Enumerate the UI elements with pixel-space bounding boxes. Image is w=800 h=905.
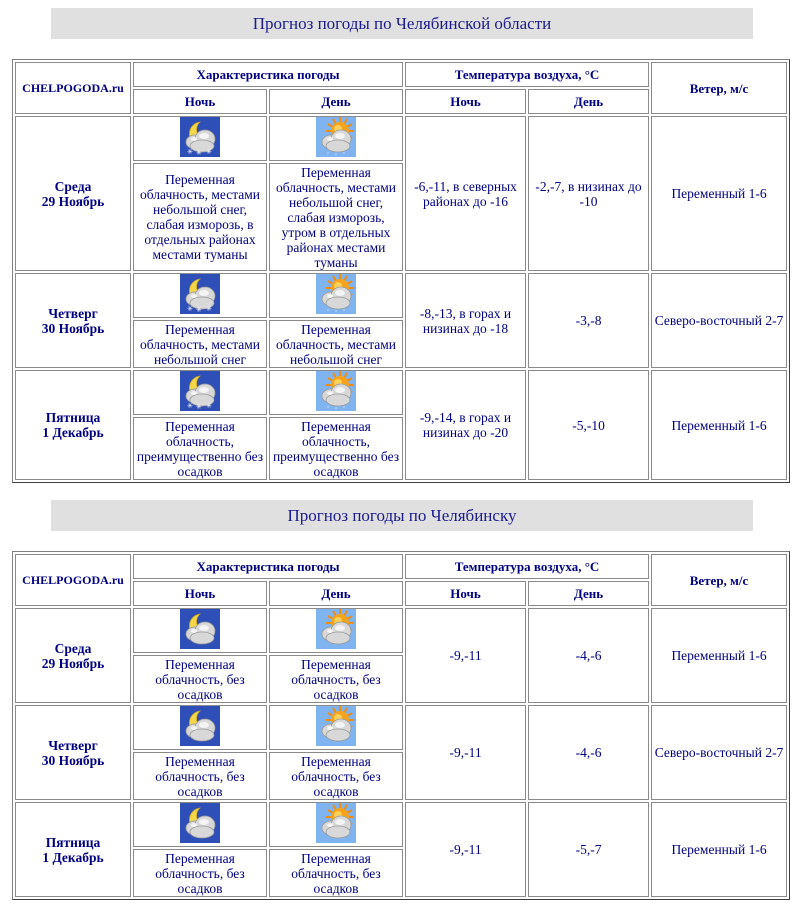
table-row (15, 273, 787, 318)
weekday: Среда (54, 178, 92, 194)
date: 30 Ноябрь (41, 320, 105, 336)
day-label (15, 802, 131, 897)
day-description: Переменная облачность, местами небольшой снег, слабая изморозь, утром в отдельных районах местами туманы (269, 163, 403, 271)
temp-day: -4,-6 (528, 705, 649, 800)
table-row (15, 802, 787, 847)
characteristic-header: Характеристика погоды (133, 62, 403, 87)
region-forecast-title: Прогноз погоды по Челябинской области (51, 8, 753, 39)
temp-night: -8,-13, в горах и низинах до -18 (405, 273, 526, 368)
svg-text:✳: ✳ (187, 305, 193, 313)
characteristic-header: Характеристика погоды (133, 554, 403, 579)
night-description: Переменная облачность, без осадков (133, 655, 267, 703)
temp-day-header: День (528, 581, 649, 606)
svg-text:✳: ✳ (206, 305, 212, 313)
brand-label: CHELPOGODA.ru (15, 62, 131, 114)
day-description: Переменная облачность, местами небольшой снег (269, 320, 403, 368)
moon-cloud-snow-icon (180, 117, 220, 160)
table-row (15, 370, 787, 415)
day-description: Переменная облачность, без осадков (269, 752, 403, 800)
svg-text:✳: ✳ (187, 402, 193, 410)
temp-day: -4,-6 (528, 608, 649, 703)
night-header: Ночь (133, 581, 267, 606)
temp-night-header: Ночь (405, 581, 526, 606)
temp-day: -2,-7, в низинах до -10 (528, 116, 649, 271)
wind: Северо-восточный 2-7 (651, 705, 787, 800)
day-label (15, 273, 131, 368)
temp-night: -9,-14, в горах и низинах до -20 (405, 370, 526, 480)
temp-night: -6,-11, в северных районах до -16 (405, 116, 526, 271)
sun-cloud-icon (316, 803, 356, 846)
moon-cloud-icon (180, 803, 220, 846)
wind-header: Ветер, м/с (651, 554, 787, 606)
weekday: Четверг (48, 737, 98, 753)
table-row (15, 608, 787, 653)
svg-text:✳: ✳ (196, 149, 202, 157)
wind: Переменный 1-6 (651, 608, 787, 703)
temperature-header: Температура воздуха, °С (405, 62, 649, 87)
table-row (15, 116, 787, 161)
svg-text:✳: ✳ (196, 306, 202, 314)
brand-label: CHELPOGODA.ru (15, 554, 131, 606)
temp-day: -5,-10 (528, 370, 649, 480)
day-label (15, 705, 131, 800)
moon-cloud-snow-icon (180, 274, 220, 317)
night-description: Переменная облачность, местами небольшой снег (133, 320, 267, 368)
moon-cloud-icon (180, 706, 220, 749)
weekday: Пятница (45, 410, 101, 425)
day-description: Переменная облачность, преимущественно без осадков (269, 417, 403, 480)
temp-day-header: День (528, 89, 649, 114)
wind-header: Ветер, м/с (651, 62, 787, 114)
moon-cloud-icon (180, 609, 220, 652)
sun-cloud-icon (316, 609, 356, 652)
moon-cloud-snow-icon (180, 371, 220, 414)
svg-text:✳: ✳ (196, 403, 202, 411)
temp-night-header: Ночь (405, 89, 526, 114)
temp-night: -9,-11 (405, 608, 526, 703)
day-label (15, 370, 131, 480)
day-description: Переменная облачность, без осадков (269, 655, 403, 703)
date: 1 Декабрь (42, 849, 104, 865)
wind: Переменный 1-6 (651, 370, 787, 480)
date: 29 Ноябрь (41, 193, 105, 209)
wind: Переменный 1-6 (651, 116, 787, 271)
sun-cloud-snow-icon (316, 274, 356, 317)
night-description: Переменная облачность, без осадков (133, 752, 267, 800)
night-description: Переменная облачность, преимущественно без осадков (133, 417, 267, 480)
wind: Переменный 1-6 (651, 802, 787, 897)
night-description: Переменная облачность, местами небольшой снег, слабая изморозь, в отдельных районах местами туманы (133, 163, 267, 271)
weekday: Четверг (48, 305, 98, 321)
weekday: Среда (54, 640, 92, 656)
night-description: Переменная облачность, без осадков (133, 849, 267, 897)
sun-cloud-snow-icon (316, 371, 356, 414)
svg-text:✳: ✳ (206, 148, 212, 156)
svg-text:✳: ✳ (187, 148, 193, 156)
day-header: День (269, 581, 403, 606)
region-forecast-table (12, 59, 790, 483)
day-label (15, 608, 131, 703)
temp-day: -3,-8 (528, 273, 649, 368)
temperature-header: Температура воздуха, °С (405, 554, 649, 579)
date: 30 Ноябрь (41, 752, 105, 768)
svg-text:✳: ✳ (206, 402, 212, 410)
day-label (15, 116, 131, 271)
table-row (15, 705, 787, 750)
city-forecast-table (12, 551, 790, 900)
day-description: Переменная облачность, без осадков (269, 849, 403, 897)
wind: Северо-восточный 2-7 (651, 273, 787, 368)
temp-night: -9,-11 (405, 705, 526, 800)
night-header: Ночь (133, 89, 267, 114)
day-header: День (269, 89, 403, 114)
temp-day: -5,-7 (528, 802, 649, 897)
sun-cloud-icon (316, 706, 356, 749)
date: 29 Ноябрь (41, 655, 105, 671)
sun-cloud-snow-icon (316, 117, 356, 160)
weekday: Пятница (45, 834, 101, 850)
temp-night: -9,-11 (405, 802, 526, 897)
city-forecast-title: Прогноз погоды по Челябинску (51, 500, 753, 531)
date: 1 Декабрь (42, 425, 104, 440)
